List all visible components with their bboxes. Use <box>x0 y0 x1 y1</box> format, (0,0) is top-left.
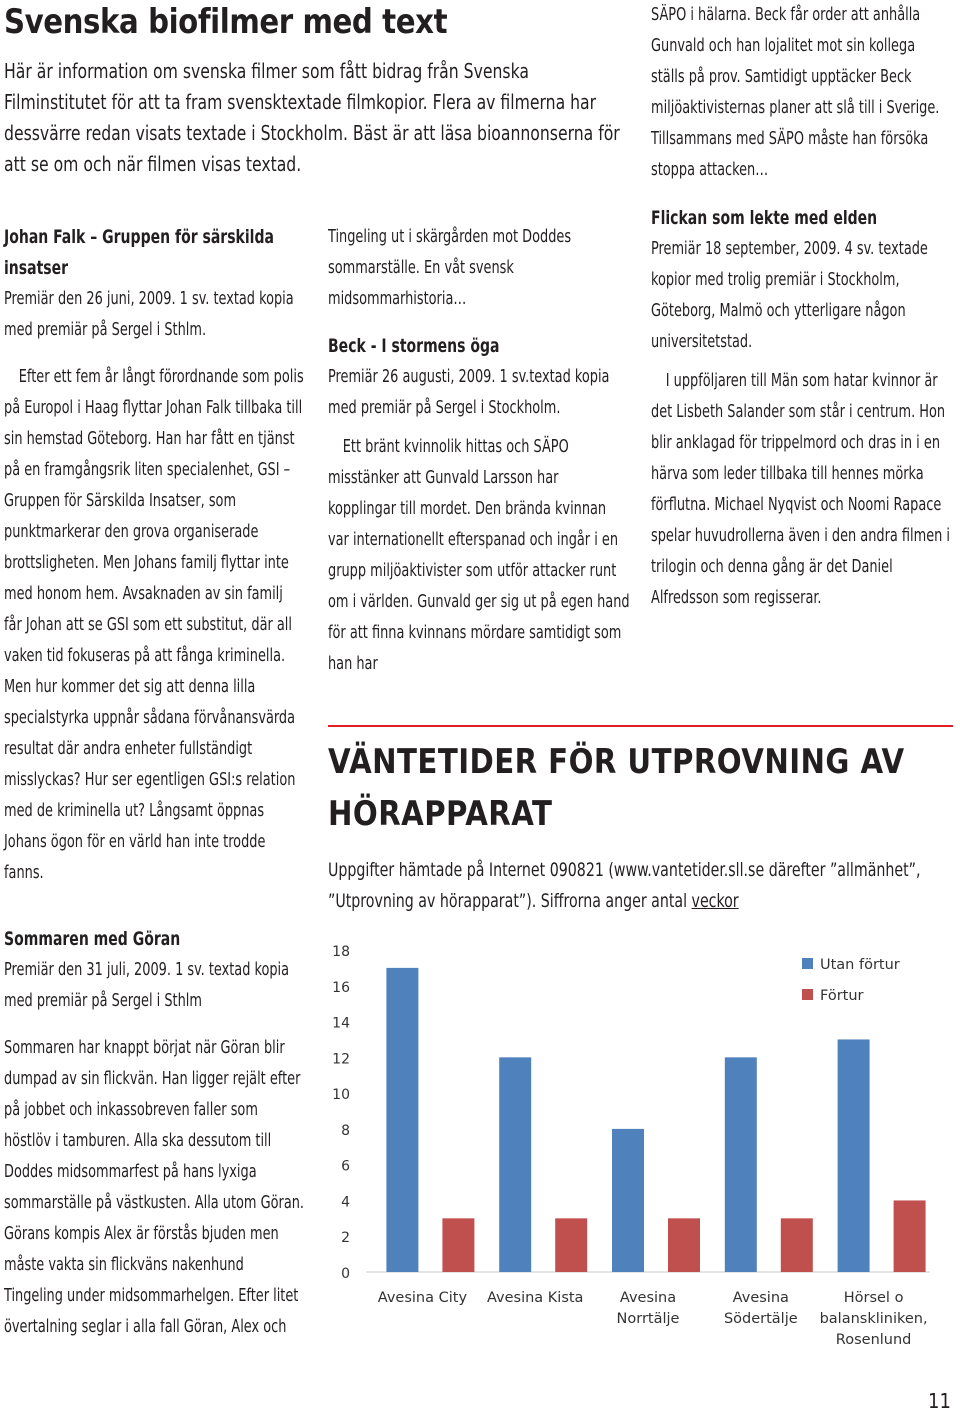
article-sommaren <box>4 924 304 1343</box>
bar-utan-förtur <box>499 1057 531 1272</box>
waiting-time-chart <box>328 930 938 1370</box>
film-title: Beck - I stormens öga <box>328 335 500 357</box>
bar-utan-förtur <box>386 968 418 1272</box>
x-tick-label: balanskliniken, <box>819 1311 928 1327</box>
bar-förtur <box>894 1200 926 1272</box>
page-number: 11 <box>928 1389 951 1413</box>
film-description-continued: SÄPO i hälarna. Beck får order att anhålla Gunvald och han lojalitet mot sin kollega ställs på prov. Samtidigt upptäcker Beck miljöaktivisternas planer att slå till i Sverige. Tillsammans med SÄPO måste han försöka stoppa attacken… <box>651 5 940 180</box>
x-tick-label: Avesina <box>732 1290 789 1306</box>
bar-utan-förtur <box>612 1129 644 1272</box>
page-title: Svenska biofilmer med text <box>4 2 448 42</box>
film-title: Sommaren med Göran <box>4 928 181 950</box>
section-divider <box>328 725 953 727</box>
intro-paragraph: Här är information om svenska filmer som fått bidrag från Svenska Filminstitutet för att ta fram svensktextade filmkopior. Flera av filmerna har dessvärre redan visats textade i Stockholm. Bäst är att läsa bioannonserna för att se om och när filmen visas textad. <box>4 59 620 176</box>
film-description: Efter ett fem år långt förordnande som polis på Europol i Haag flyttar Johan Falk tillbaka till sin hemstad Göteborg. Han har fått en tjänst på en framgångsrik liten specialenhet, GSI – Gruppen för Särskilda Insatser, som punktmarkerar den grova organiserade brottsligheten. Men Johans familj flyttar inte med honom hem. Avsaknaden av sin familj får Johan att se GSI som ett substitut, där all vaken tid fokuseras på att fånga kriminella. Men hur kommer det sig att denna lilla specialstyrka uppnår sådana förvånansvärda resultat där andra enheter fullständigt misslyckas? Hur ser egentligen GSI:s relation med de kriminella ut? Långsamt öppnas Johans ögon för en värld han inte trodde fanns. <box>4 367 304 883</box>
bar-förtur <box>442 1218 474 1272</box>
x-tick-label: Avesina <box>619 1290 677 1306</box>
film-description: Sommaren har knappt börjat när Göran blir dumpad av sin flickvän. Han ligger rejält efter på jobbet och inkassobreven faller som höstlöv i tamburen. Alla ska dessutom till Doddes midsommarfest på hans lyxiga sommarställe på västkusten. Alla utom Göran. Görans kompis Alex är förstås bjuden men måste vakta sin flickväns nakenhund Tingeling under midsommarhelgen. Efter litet övertalning seglar i alla fall Göran, Alex och <box>4 1038 305 1337</box>
article-johan-falk <box>4 222 304 889</box>
film-title: Flickan som lekte med elden <box>651 207 878 229</box>
x-tick-label: Avesina Kista <box>486 1290 584 1306</box>
bar-förtur <box>781 1218 813 1272</box>
y-tick-label: 6 <box>341 1158 350 1175</box>
y-tick-label: 8 <box>341 1122 350 1139</box>
y-tick-label: 14 <box>332 1015 350 1032</box>
x-tick-label: Avesina City <box>377 1290 468 1306</box>
x-tick-label: Hörsel o <box>843 1290 904 1306</box>
film-premiere: Premiär den 26 juni, 2009. 1 sv. textad kopia med premiär på Sergel i Sthlm. <box>4 289 294 340</box>
legend-label: Förtur <box>820 988 864 1004</box>
y-tick-label: 4 <box>341 1194 350 1211</box>
film-description: Ett bränt kvinnolik hittas och SÄPO misstänker att Gunvald Larsson har kopplingar till mordet. Den brända kvinnan var internationellt efterspanad och ingår i en grupp miljöaktivister som utför attacker runt om i världen. Gunvald ger sig ut på egen hand för att finna kvinnans mördare samtidigt som han har <box>328 437 630 674</box>
x-tick-label: Rosenlund <box>835 1332 912 1348</box>
y-tick-label: 18 <box>332 944 350 960</box>
legend-label: Utan förtur <box>820 957 900 973</box>
section-heading: VÄNTETIDER FÖR UTPROVNING AV HÖRAPPARAT <box>328 742 905 834</box>
x-tick-label: Norrtälje <box>616 1311 680 1327</box>
article-flickan <box>651 203 951 614</box>
film-description-continued: Tingeling ut i skärgården mot Doddes sommarställe. En våt svensk midsommarhistoria… <box>328 227 572 309</box>
source-note <box>328 855 954 917</box>
film-premiere: Premiär 26 augusti, 2009. 1 sv.textad kopia med premiär på Sergel i Stockholm. <box>328 367 610 418</box>
bar-förtur <box>555 1218 587 1272</box>
film-premiere: Premiär 18 september, 2009. 4 sv. textade kopior med trolig premiär i Stockholm, Göteborg, Malmö och ytterligare någon universitetstad. <box>651 239 928 352</box>
legend-swatch <box>802 989 813 1000</box>
article-beck-continued <box>651 0 951 186</box>
source-note-text: Uppgifter hämtade på Internet 090821 (www.vantetider.sll.se därefter ”allmänhet”, ”Utprovning av hörapparat”). Siffrorna anger antal <box>328 859 921 912</box>
film-title: Johan Falk – Gruppen för särskilda insatser <box>4 226 274 279</box>
x-tick-label: Södertälje <box>723 1311 798 1327</box>
bar-förtur <box>668 1218 700 1272</box>
source-note-unit: veckor <box>691 890 739 912</box>
y-tick-label: 12 <box>332 1051 350 1068</box>
film-premiere: Premiär den 31 juli, 2009. 1 sv. textad kopia med premiär på Sergel i Sthlm <box>4 960 290 1011</box>
film-description: I uppföljaren till Män som hatar kvinnor är det Lisbeth Salander som står i centrum. Hon blir anklagad för trippelmord och dras in i en härva som leder tillbaka till hennes mörka förflutna. Michael Nyqvist och Noomi Rapace spelar huvudrollerna även i den andra filmen i trilogin och denna gång är det Daniel Alfredsson som regisserar. <box>651 371 951 608</box>
legend-swatch <box>802 958 813 969</box>
y-tick-label: 2 <box>341 1230 350 1247</box>
y-tick-label: 10 <box>332 1087 350 1104</box>
bar-utan-förtur <box>838 1039 870 1272</box>
y-tick-label: 0 <box>341 1266 350 1282</box>
article-column-2 <box>328 222 630 680</box>
y-tick-label: 16 <box>332 979 350 996</box>
bar-utan-förtur <box>725 1057 757 1272</box>
